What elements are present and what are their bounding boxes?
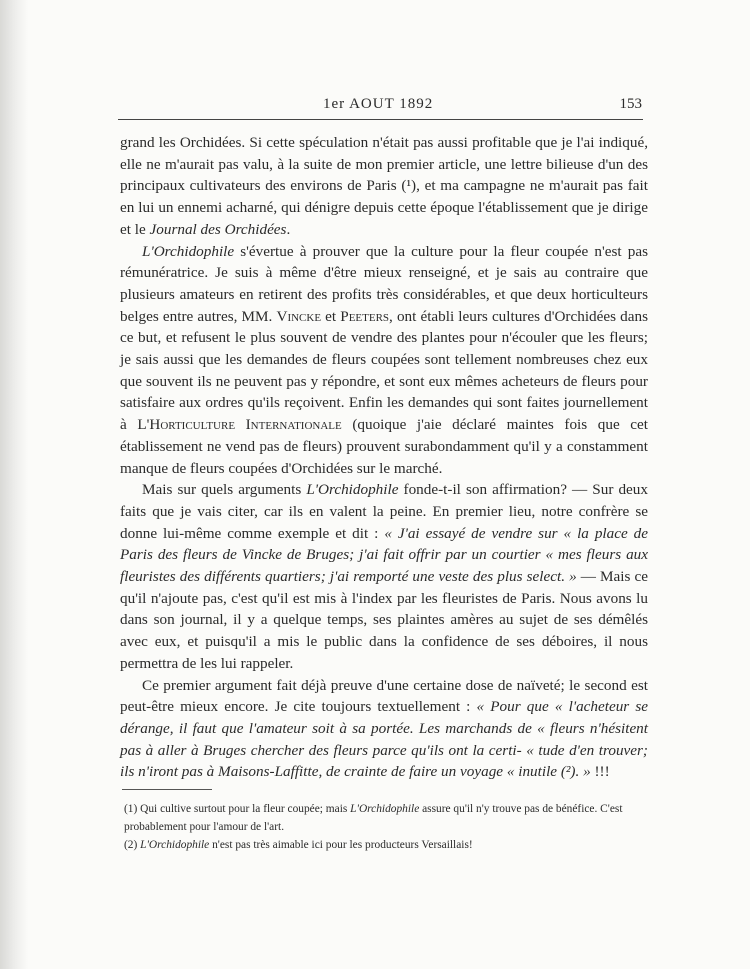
quotation: « J'ai essayé de vendre sur « la place de Paris des fleurs de Vincke de Bruges; j'ai fait offrir par un courtier « mes fleurs aux fleuristes des différents quartiers; j'ai remporté une veste des plus select. » — [120, 524, 648, 586]
footnote-1 — [124, 800, 654, 836]
article-body — [120, 132, 648, 783]
paragraph-4 — [120, 675, 648, 784]
page-number: 153 — [619, 96, 642, 112]
name-peeters: Peeters — [340, 307, 390, 325]
text-run: !!! — [590, 763, 610, 781]
text-run: (2) — [124, 839, 141, 851]
establishment-name: L'Horticulture Internationale — [137, 416, 342, 434]
text-run: (quoique j'aie déclaré maintes fois que cet établissement ne vend pas de fleurs) prouvent surabondamment qu'il y a constamment manque de fleurs coupées d'Orchidées sur le marché. — [120, 416, 648, 477]
paragraph-1 — [120, 132, 648, 241]
text-run: grand les Orchidées. Si cette spéculation n'était pas aussi profitable que je l'ai indiqué, elle ne m'aurait pas valu, à la suite de mon premier article, une lettre bilieuse d'un des principaux cultivateurs des environs de Paris (¹), et ma campagne ne m'aurait pas fait en lui un ennemi acharné, qui dénigre depuis cette époque l'établissement que je dirige et le — [120, 134, 648, 238]
text-run: (1) Qui cultive surtout pour la fleur coupée; mais — [124, 803, 351, 815]
journal-name: L'Orchidophile — [140, 839, 210, 851]
page-gutter-shadow — [0, 0, 28, 969]
journal-name: L'Orchidophile — [350, 803, 420, 815]
journal-name: L'Orchidophile — [142, 242, 235, 260]
footnote-2 — [124, 836, 654, 854]
header-date: 1er AOUT 1892 — [323, 96, 434, 112]
running-header — [118, 96, 652, 118]
name-vincke: Vincke — [276, 307, 322, 325]
text-run: n'est pas très aimable ici pour les producteurs Versaillais! — [209, 839, 473, 851]
quotation: « Pour que « l'acheteur se dérange, il faut que l'amateur soit à sa portée. Les marchands de « fleurs n'hésitent pas à aller à Bruges chercher des fleurs parce qu'ils ont la certi- « tude d'en trouver; ils n'iront pas à Maisons-Laffitte, de crainte de faire un voyage « inutile (²). » — [120, 698, 648, 781]
text-run: s'évertue à prouver que la culture pour la fleur coupée n'est pas rémunératrice. Je suis à même d'être mieux renseigné, et je sais au contraire que plusieurs amateurs en retirent des profits très considérables, et que deux horticulteurs belges entre autres, MM. — [120, 242, 648, 325]
journal-title: Journal des Orchidées — [149, 220, 287, 238]
header-rule — [118, 119, 643, 120]
text-run: Ce premier argument fait déjà preuve d'une certaine dose de naïveté; le second est peut-être mieux encore. Je cite toujours textuellement : — [120, 676, 648, 716]
text-run: Mais sur quels arguments — [142, 481, 307, 499]
text-run: — Mais ce qu'il n'ajoute pas, c'est qu'il est mis à l'index par les fleuristes de Paris. Nous avons lu dans son journal, il y a quelque temps, ses plaintes amères au sujet de ses démêlés avec eux, et puisqu'il a mis le public dans la confidence de ses déboires, il nous permettra de les lui rappeler. — [120, 568, 649, 672]
text-run: et — [321, 307, 341, 325]
text-run: assure qu'il n'y trouve pas de bénéfice. C'est probablement pour l'amour de l'art. — [124, 803, 623, 833]
paragraph-3 — [120, 479, 648, 674]
journal-name: L'Orchidophile — [306, 481, 399, 499]
paragraph-2 — [120, 241, 648, 480]
footnote-rule — [122, 789, 212, 790]
footnotes — [124, 800, 654, 854]
text-run: . — [286, 220, 291, 238]
text-run: , ont établi leurs cultures d'Orchidées dans ce but, et refusent le plus souvent de vendre des plantes pour n'écouler que les fleurs; je sais aussi que les demandes de fleurs coupées sont tellement nombreuses chez eux que souvent ils ne peuvent pas y répondre, et sont eux mêmes acheteurs de fleurs pour satisfaire aux ordres qu'ils reçoivent. Enfin les demandes qui sont faites journellement à — [120, 307, 648, 434]
text-run: fonde-t-il son affirmation? — Sur deux faits que je vais citer, car ils en valent la peine. En premier lieu, notre confrère se donne lui-même comme exemple et dit : — [120, 481, 648, 542]
